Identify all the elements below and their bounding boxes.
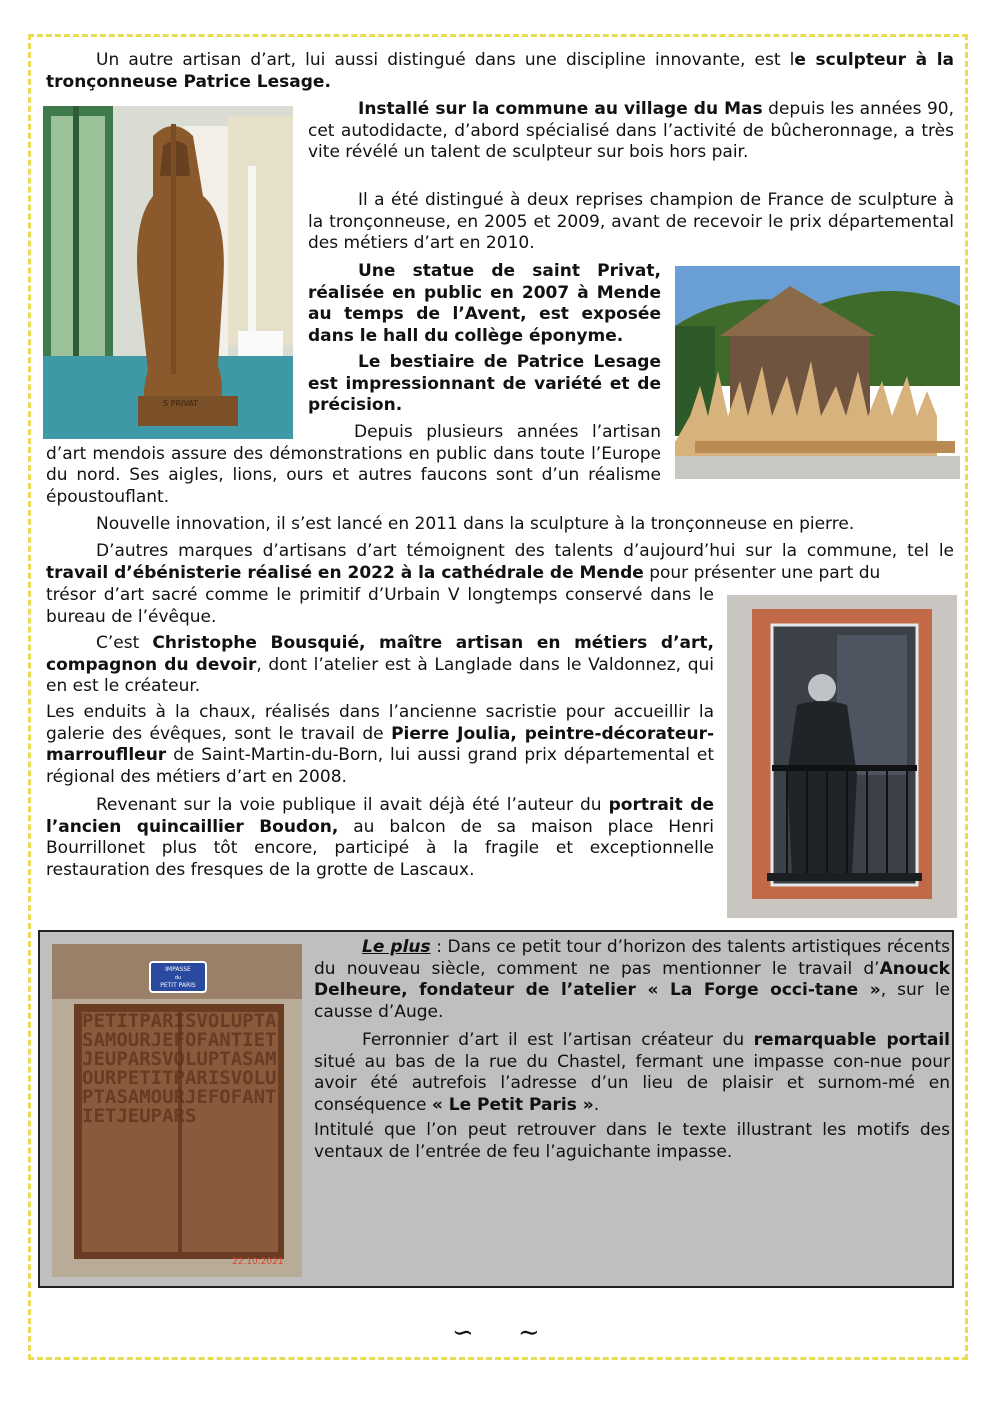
le-plus-label: Le plus xyxy=(362,937,431,957)
le-plus-conclusion: Intitulé que l’on peut retrouver dans le texte illustrant les motifs des ventaux de l’entrée de feu l’aguichante impasse. xyxy=(314,1120,950,1162)
paragraph-joulia: Les enduits à la chaux, réalisés dans l’ancienne sacristie pour accueillir la galerie des évêques, sont le travail de Pierre Joulia, peintre-décorateur-marrouflleur de Saint-Martin-du-Born, lui aussi grand prix départemental et régional des métiers d’art en 2008. xyxy=(46,702,715,788)
paragraph-cabinetmaking: D’autres marques d’artisans d’art témoignent des talents d’aujourd’hui sur la commune, tel le travail d’ébénisterie réalisé en 2022 à la cathédrale de Mende pour présenter une part du xyxy=(46,541,954,583)
sign-line-2: du xyxy=(174,975,182,981)
ornament-left: ∽ xyxy=(452,1318,474,1348)
sign-line-3: PETIT PARIS xyxy=(160,982,196,989)
paragraph-installation: Installé sur la commune au village du Mas depuis les années 90, cet autodidacte, d’abord spécialisé dans l’activité de bûcheronnage, a très vite révélé un talent de sculpteur sur bois hors pair. xyxy=(308,99,954,163)
le-plus-intro: Le plus : Dans ce petit tour d’horizon des talents artistiques récents du nouveau siècle, comment ne pas mentionner le travail d’Anouck Delheure, fondateur de l’atelier « La Forge occi-tane », sur le causse d’Auge. xyxy=(314,937,951,1022)
petit-paris-gate-photo xyxy=(52,944,302,1277)
le-plus-portail: Ferronnier d’art il est l’artisan créateur du remarquable portail situé au bas de la rue du Chastel, fermant une impasse con-nue pour avoir été autrefois l’adresse d’un lieu de plaisir et surnom-mé en conséquence « Le Petit Paris ». xyxy=(314,1030,950,1115)
sign-line-1: IMPASSE xyxy=(165,966,191,973)
paragraph-demonstrations: Depuis plusieurs années l’artisan d’art mendois assure des démonstrations en public dans toute l’Europe du nord. Ses aigles, lions, ours et autres faucons sont d’un réalisme époustouflant. xyxy=(46,422,661,508)
photo-date-stamp: 22.10.2021 xyxy=(232,1257,284,1267)
intro-paragraph: Un autre artisan d’art, lui aussi distingué dans une discipline innovante, est le sculpteur à la tronçonneuse Patrice Lesage. xyxy=(46,50,954,92)
bestiary-photo xyxy=(675,266,960,479)
paragraph-statue: Une statue de saint Privat, réalisée en public en 2007 à Mende au temps de l’Avent, est exposée dans le hall du collège éponyme. xyxy=(308,261,661,347)
paragraph-bestiary: Le bestiaire de Patrice Lesage est impressionnant de variété et de précision. xyxy=(308,352,661,416)
paragraph-boudon: Revenant sur la voie publique il avait déjà été l’auteur du portrait de l’ancien quincaillier Boudon, au balcon de sa maison place Henri Bourrillonet plus tôt encore, participé à la fragile et exceptionnelle restauration des fresques de la grotte de Lascaux. xyxy=(46,795,714,881)
statue-inscription: S PRIVAT xyxy=(163,399,199,408)
ornament-right: ∼ xyxy=(518,1318,540,1348)
paragraph-bousquie: C’est Christophe Bousquié, maître artisan en métiers d’art, compagnon du devoir, dont l’atelier est à Langlade dans le Valdonnez, qui en est le créateur. xyxy=(46,633,714,697)
saint-privat-statue-photo xyxy=(43,106,293,439)
gate-letters: PETITPARISVOLUPTASAMOURJEFOFANTIETJEUPARSVOLUPTASAMOURPETITPARISVOLUPTASAMOURJEFOFANTIETJEUPARS xyxy=(82,1012,277,1127)
paragraph-champion: Il a été distingué à deux reprises champion de France de sculpture à la tronçonneuse, en 2005 et 2009, avant de recevoir le prix départemental des métiers d’art en 2010. xyxy=(308,190,954,254)
le-plus-box xyxy=(38,930,954,1288)
paragraph-stone: Nouvelle innovation, il s’est lancé en 2011 dans la sculpture à la tronçonneuse en pierre. xyxy=(96,514,855,534)
paragraph-cabinetmaking-continued: trésor d’art sacré comme le primitif d’Urbain V longtemps conservé dans le bureau de l’évêque. xyxy=(46,585,714,627)
boudon-portrait-photo xyxy=(727,595,957,918)
